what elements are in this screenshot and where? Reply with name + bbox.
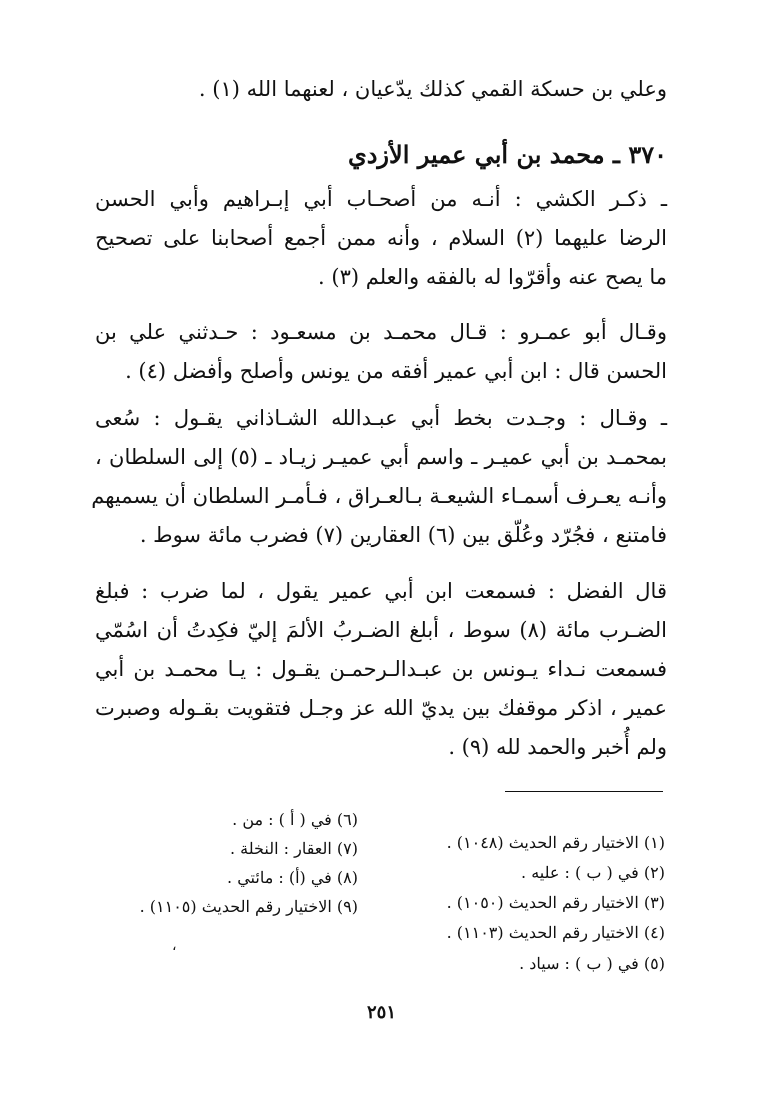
entry-heading: ٣٧٠ ـ محمد بن أبي عمير الأزدي bbox=[347, 140, 667, 169]
footnote: (٥) في ( ب ) : سياد . bbox=[519, 954, 665, 973]
footnote: (٨) في (أ) : مائتي . bbox=[227, 868, 358, 887]
footnote: (١) الاختيار رقم الحديث (١٠٤٨) . bbox=[446, 833, 665, 852]
footnote: (٦) في ( أ ) : من . bbox=[232, 810, 358, 829]
paragraph-line: ما يصح عنه وأقرّوا له بالفقه والعلم (٣) . bbox=[318, 265, 667, 289]
paragraph-line: وأنـه يعـرف أسمـاء الشيعـة بـالعـراق ، فـأمـر السلطان أن يسميهم bbox=[91, 484, 667, 508]
paragraph-line: بمحمـد بن أبي عميـر ـ واسم أبي عميـر زيـاد ـ (٥) إلى السلطان ، bbox=[95, 445, 667, 469]
paragraph-line: وقـال أبو عمـرو : قـال محمـد بن مسعـود : حـدثني علي بن bbox=[95, 320, 667, 344]
footnote: (٤) الاختيار رقم الحديث (١١٠٣) . bbox=[446, 923, 665, 942]
footnote: (٢) في ( ب ) : عليه . bbox=[521, 863, 665, 882]
continuation-line: وعلي بن حسكة القمي كذلك يدّعيان ، لعنهما الله (١) . bbox=[198, 77, 667, 101]
paragraph-line: ـ ذكـر الكشي : أنـه من أصحـاب أبي إبـراهيم وأبي الحسن bbox=[95, 187, 667, 211]
paragraph-line: قال الفضل : فسمعت ابن أبي عمير يقول ، لما ضرب : فبلغ bbox=[95, 579, 667, 603]
page-number: ٢٥١ bbox=[366, 1002, 396, 1023]
paragraph-line: ولم أُخبر والحمد لله (٩) . bbox=[448, 735, 667, 759]
stray-mark: ، bbox=[172, 938, 177, 954]
paragraph-line: الرضا عليهما (٢) السلام ، وأنه ممن أجمع أصحابنا على تصحيح bbox=[95, 226, 667, 250]
paragraph-line: الحسن قال : ابن أبي عمير أفقه من يونس وأصلح وأفضل (٤) . bbox=[125, 359, 667, 383]
footnote: (٣) الاختيار رقم الحديث (١٠٥٠) . bbox=[446, 893, 665, 912]
footnote: (٧) العقار : النخلة . bbox=[230, 839, 358, 858]
paragraph-line: فامتنع ، فجُرّد وعُلّق بين (٦) العقارين (٧) فضرب مائة سوط . bbox=[139, 523, 667, 547]
paragraph-line: ـ وقـال : وجـدت بخط أبي عبـدالله الشـاذاني يقـول : سُعى bbox=[95, 406, 667, 430]
footnote-divider bbox=[505, 791, 663, 792]
paragraph-line: فسمعت نـداء يـونس بن عبـدالـرحمـن يقـول : يـا محمـد بن أبي bbox=[95, 657, 667, 681]
paragraph-line: عمير ، اذكر موقفك بين يديّ الله عز وجـل فتقويت بقـوله وصبرت bbox=[95, 696, 667, 720]
paragraph-line: الضـرب مائة (٨) سوط ، أبلغ الضـربُ الألمَ إليّ فكِدتُ أن اسُمّي bbox=[95, 618, 668, 642]
footnote: (٩) الاختيار رقم الحديث (١١٠٥) . bbox=[139, 897, 358, 916]
